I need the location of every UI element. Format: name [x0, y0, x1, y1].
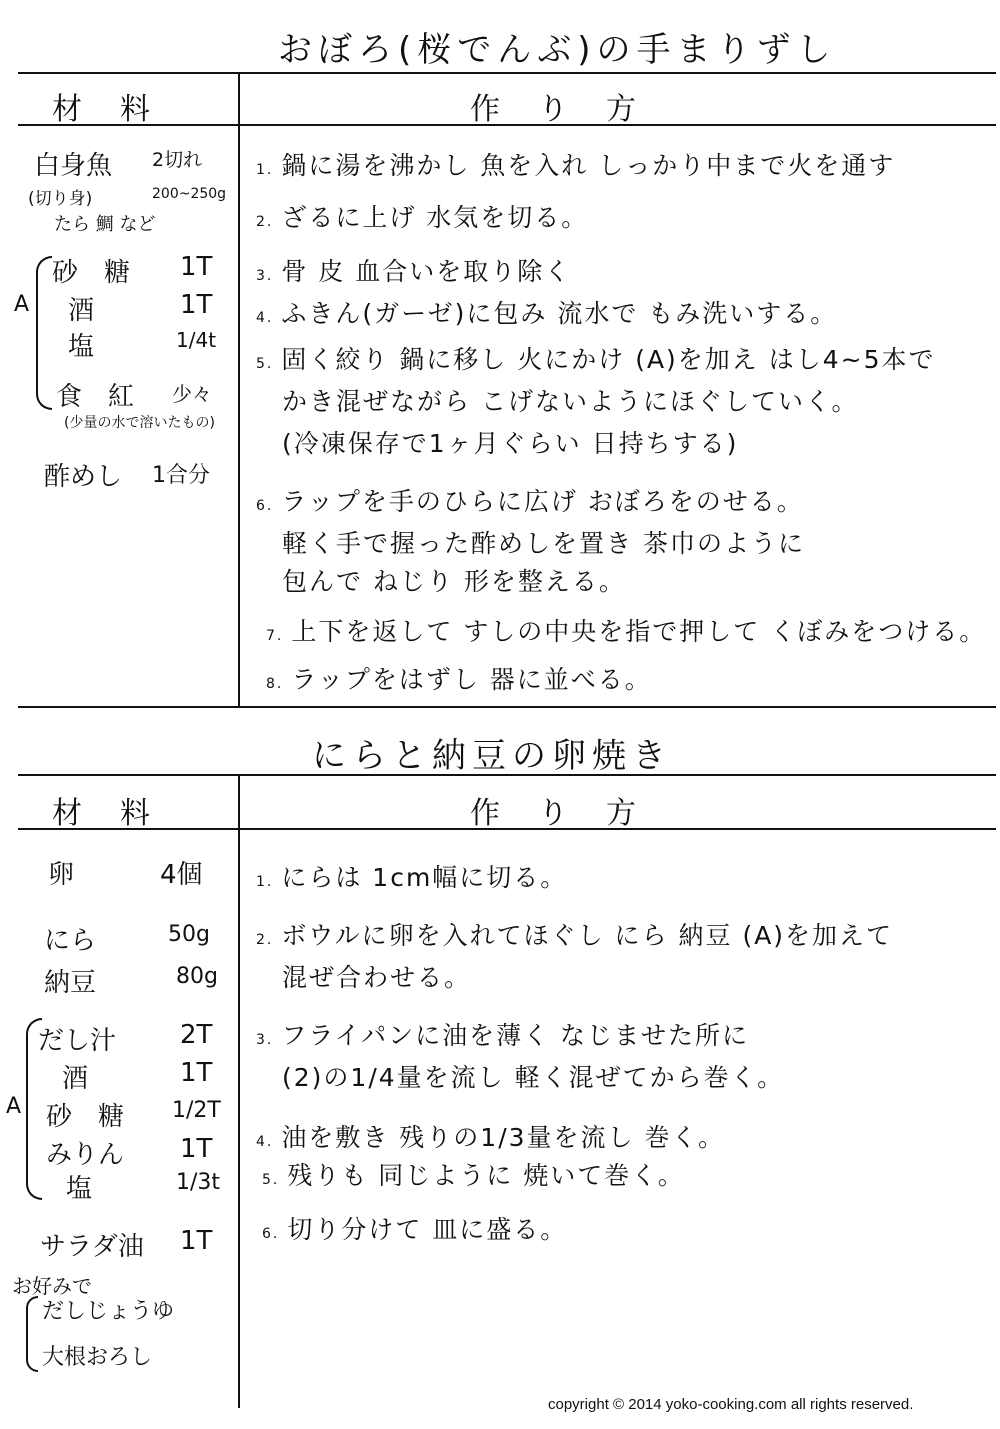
recipe2-ingredients-header: 材 料 — [52, 796, 154, 831]
step-number: 2. — [256, 932, 274, 948]
step — [262, 1210, 567, 1246]
ingredient-qty: 80g — [176, 964, 218, 989]
step-text: 油を敷き 残りの1/3量を流し 巻く。 — [281, 1123, 725, 1152]
ingredient-name: 塩 — [68, 332, 95, 362]
step — [256, 198, 588, 234]
step-number: 6. — [262, 1226, 280, 1242]
ingredient-qty: 少々 — [172, 382, 212, 406]
ingredient-note: (少量の水で溶いたもの) — [64, 415, 215, 431]
step-text: ラップをはずし 器に並べる。 — [291, 665, 652, 694]
ingredient-name: 塩 — [66, 1174, 93, 1204]
ingredient-name: だし汁 — [38, 1026, 117, 1056]
step-number: 5. — [262, 1172, 280, 1188]
step-text: ラップを手のひらに広げ おぼろをのせる。 — [281, 487, 804, 516]
step-text: ボウルに卵を入れてほぐし にら 納豆 (A)を加えて — [281, 921, 894, 950]
ingredient-note: たら 鯛 など — [54, 214, 156, 235]
ingredient-qty: 1T — [180, 1058, 213, 1088]
step — [266, 660, 652, 696]
ingredient-name: 白身魚 — [34, 151, 113, 181]
ingredient-qty: 1/3t — [176, 1170, 221, 1195]
step-text: ざるに上げ 水気を切る。 — [281, 203, 589, 232]
ingredient-qty: 1T — [180, 252, 213, 282]
step-number: 8. — [266, 676, 284, 692]
step-text: 固く絞り 鍋に移し 火にかけ (A)を加え はし4~5本で — [281, 345, 936, 374]
copyright-notice: copyright © 2014 yoko-cooking.com all rights reserved. — [548, 1396, 914, 1413]
step — [256, 1118, 725, 1154]
step — [256, 294, 837, 330]
ingredient-name: 大根おろし — [42, 1345, 153, 1370]
ingredient-name: だしじょうゆ — [42, 1299, 175, 1324]
step-continuation: 軽く手で握った酢めしを置き 茶巾のように — [282, 529, 805, 558]
step-number: 6. — [256, 498, 274, 514]
ingredient-qty: 1/4t — [176, 328, 217, 352]
recipe1-method-header: 作 り 方 — [470, 92, 640, 127]
ingredient-name: 砂 糖 — [46, 1102, 125, 1132]
step-text: 上下を返して すしの中央を指で押して くぼみをつける。 — [291, 617, 987, 646]
step — [266, 612, 986, 648]
step-text: にらは 1cm幅に切る。 — [281, 863, 568, 892]
ingredient-note: (切り身) — [28, 189, 93, 209]
recipe1-title: おぼろ(桜でんぶ)の手まりずし — [278, 30, 837, 70]
ingredient-name: 砂 糖 — [52, 258, 131, 288]
step — [262, 1156, 685, 1192]
ingredient-note: 200~250g — [152, 186, 227, 202]
recipe-separator-rule — [18, 706, 996, 708]
step-number: 1. — [256, 874, 274, 890]
ingredient-name: 卵 — [48, 860, 75, 890]
step-text: 骨 皮 血合いを取り除く — [281, 257, 572, 286]
ingredient-name: サラダ油 — [40, 1232, 144, 1262]
step-number: 4. — [256, 1134, 274, 1150]
step-continuation: 包んで ねじり 形を整える。 — [282, 567, 626, 596]
recipe2-column-divider — [238, 774, 240, 1408]
ingredient-qty: 4個 — [160, 860, 203, 890]
ingredient-name: 酒 — [62, 1064, 89, 1094]
step-text: 残りも 同じように 焼いて巻く。 — [287, 1161, 685, 1190]
recipe1-top-rule — [18, 72, 996, 74]
step-text: 切り分けて 皿に盛る。 — [287, 1215, 568, 1244]
step-number: 3. — [256, 1032, 274, 1048]
step-number: 1. — [256, 162, 274, 178]
step — [256, 146, 895, 182]
step — [256, 482, 804, 518]
step-continuation: (冷凍保存で1ヶ月ぐらい 日持ちする) — [282, 429, 739, 458]
step-text: フライパンに油を薄く なじませた所に — [281, 1021, 750, 1050]
ingredient-name: 酒 — [68, 296, 95, 326]
ingredient-qty: 1T — [180, 1134, 213, 1164]
ingredient-qty: 1/2T — [172, 1098, 221, 1123]
group-label: A — [14, 292, 30, 317]
ingredient-name: 納豆 — [44, 968, 97, 998]
ingredient-name: 酢めし — [44, 462, 123, 492]
recipe2-method-header: 作 り 方 — [470, 796, 640, 831]
group-a-brace — [36, 256, 52, 410]
step-continuation: 混ぜ合わせる。 — [282, 963, 472, 992]
step — [256, 858, 567, 894]
step-number: 2. — [256, 214, 274, 230]
ingredient-name: みりん — [46, 1140, 125, 1170]
step-number: 3. — [256, 268, 274, 284]
recipe1-ingredients-header: 材 料 — [52, 92, 154, 127]
ingredient-qty: 1T — [180, 290, 213, 320]
step-text: ふきん(ガーゼ)に包み 流水で もみ洗いする。 — [281, 299, 838, 328]
step-number: 4. — [256, 310, 274, 326]
ingredient-qty: 1合分 — [152, 463, 210, 488]
optional-label: お好みで — [12, 1274, 92, 1298]
step-continuation: かき混ぜながら こげないようにほぐしていく。 — [282, 387, 859, 416]
step-continuation: (2)の1/4量を流し 軽く混ぜてから巻く。 — [282, 1063, 785, 1092]
step — [256, 1016, 749, 1052]
recipe1-column-divider — [238, 72, 240, 706]
ingredient-qty: 2T — [180, 1020, 213, 1050]
step-number: 5. — [256, 356, 274, 372]
recipe2-title: にらと納豆の卵焼き — [312, 736, 672, 776]
ingredient-name: にら — [44, 926, 97, 956]
step — [256, 916, 893, 952]
step-text: 鍋に湯を沸かし 魚を入れ しっかり中まで火を通す — [281, 151, 896, 180]
ingredient-qty: 50g — [168, 922, 210, 947]
recipe2-top-rule — [18, 774, 996, 776]
optional-brace — [26, 1296, 38, 1372]
ingredient-qty: 1T — [180, 1226, 213, 1256]
ingredient-name: 食 紅 — [56, 382, 135, 412]
group-label: A — [6, 1094, 22, 1119]
step — [256, 340, 936, 376]
step-number: 7. — [266, 628, 284, 644]
ingredient-qty: 2切れ — [152, 149, 203, 171]
step — [256, 252, 571, 288]
